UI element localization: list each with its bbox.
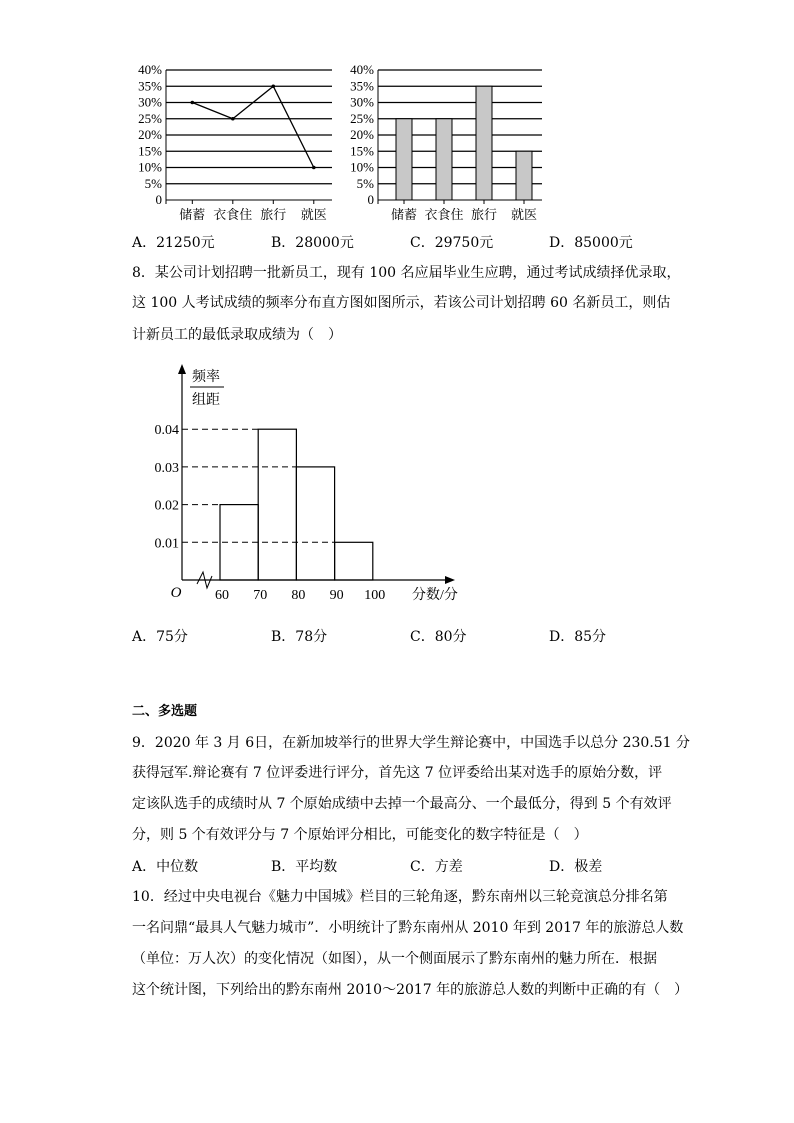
q9-option-a[interactable]: A．中位数 (132, 859, 199, 875)
y-tick-label: 15% (350, 143, 374, 159)
bar (436, 119, 452, 200)
y-tick-label: 0.01 (154, 536, 179, 552)
histogram-bar (335, 542, 373, 580)
x-tick-label: 旅行 (260, 207, 287, 222)
data-point (191, 101, 195, 105)
x-tick-label: 衣食住 (424, 207, 464, 222)
q10-text-line: 一名问鼎“最具人气魅力城市”．小明统计了黔东南州从 2010 年到 2017 年的旅游总人数 (132, 920, 684, 936)
x-tick-label: 70 (253, 588, 268, 603)
y-tick-label: 0 (155, 192, 162, 207)
x-tick-label: 衣食住 (213, 207, 253, 222)
q8-option-d[interactable]: D．85分 (549, 629, 607, 645)
y-tick-label: 0.02 (154, 498, 179, 514)
q8-text-line: 这 100 人考试成绩的频率分布直方图如图所示，若该公司计划招聘 60 名新员工，则估 (132, 295, 671, 311)
y-tick-label: 20% (350, 127, 374, 142)
q8-option-b[interactable]: B．78分 (271, 629, 328, 645)
q9-option-c[interactable]: C．方差 (410, 859, 463, 875)
y-tick-label: 15% (138, 143, 162, 159)
q9-option-b[interactable]: B．平均数 (271, 859, 338, 875)
q9-text-line: 分，则 5 个有效评分与 7 个原始评分相比，可能变化的数字特征是（ ） (132, 827, 588, 843)
x-tick-label: 就医 (300, 207, 327, 222)
q8-option-c[interactable]: C．80分 (410, 629, 467, 645)
q7-option-c[interactable]: C．29750元 (410, 235, 494, 251)
x-tick-label: 储蓄 (179, 207, 206, 222)
y-tick-label: 0.03 (154, 460, 179, 476)
histogram-bar (296, 467, 334, 580)
y-tick-label: 5% (356, 175, 374, 191)
y-axis-arrow-icon (178, 364, 186, 374)
y-tick-label: 10% (350, 159, 374, 175)
q9-text-line: 9．2020 年 3 月 6日，在新加坡举行的世界大学生辩论赛中，中国选手以总分 230.51 分 (132, 735, 691, 751)
q9-text-line: 获得冠军.辩论赛有 7 位评委进行评分，首先这 7 位评委给出某对选手的原始分数，评 (132, 765, 663, 781)
q8-option-a[interactable]: A．75分 (132, 629, 188, 645)
y-tick-label: 40% (350, 62, 374, 77)
x-tick-label: 旅行 (470, 207, 498, 222)
data-point (271, 84, 275, 88)
y-tick-label: 30% (350, 94, 374, 110)
q10-text-line: 10．经过中央电视台《魅力中国城》栏目的三轮角逐，黔东南州以三轮竞演总分排名第 (132, 889, 668, 905)
data-point (231, 117, 235, 121)
x-axis-label: 分数/分 (412, 588, 458, 603)
bar (476, 86, 492, 200)
bar (396, 119, 412, 200)
y-tick-label: 25% (350, 110, 374, 126)
y-label-numerator: 频率 (192, 370, 220, 385)
q8-text-line: 8．某公司计划招聘一批新员工，现有 100 名应届毕业生应聘，通过考试成绩择优录取， (132, 265, 681, 281)
y-label-denominator: 组距 (192, 393, 220, 408)
q9-text-line: 定该队选手的成绩时从 7 个原始成绩中去掉一个最高分、一个最低分，得到 5 个有效评 (132, 796, 672, 812)
data-line (192, 86, 313, 167)
q7-option-a[interactable]: A．21250元 (132, 235, 215, 251)
y-tick-label: 35% (138, 78, 162, 94)
x-tick-label: 60 (215, 588, 229, 603)
y-tick-label: 20% (138, 127, 162, 142)
q7-option-d[interactable]: D．85000元 (549, 235, 633, 251)
origin-label: O (170, 585, 182, 601)
y-tick-label: 35% (350, 78, 374, 94)
x-tick-label: 90 (329, 588, 344, 603)
x-axis-arrow-icon (445, 576, 455, 584)
y-tick-label: 0 (367, 192, 374, 207)
y-tick-label: 30% (138, 94, 162, 110)
q8-text-line: 计新员工的最低录取成绩为（ ） (132, 327, 342, 343)
y-tick-label: 10% (138, 159, 162, 175)
data-point (312, 166, 316, 170)
histogram-bar (258, 429, 296, 580)
bar (516, 151, 532, 200)
q10-text-line: 这个统计图，下列给出的黔东南州 2010～2017 年的旅游总人数的判断中正确的有（ ） (132, 982, 689, 998)
section-heading: 二、多选题 (132, 704, 198, 719)
q7-option-b[interactable]: B．28000元 (271, 235, 354, 251)
q10-text-line: （单位：万人次）的变化情况（如图），从一个侧面展示了黔东南州的魅力所在．根据 (132, 951, 657, 967)
y-tick-label: 0.04 (154, 423, 179, 439)
x-tick-label: 80 (291, 588, 306, 603)
y-tick-label: 25% (138, 110, 162, 126)
y-tick-label: 5% (144, 175, 162, 191)
x-tick-label: 100 (364, 588, 386, 603)
x-tick-label: 就医 (510, 207, 538, 222)
x-tick-label: 储蓄 (390, 207, 418, 222)
y-tick-label: 40% (138, 62, 162, 77)
q9-option-d[interactable]: D．极差 (549, 859, 603, 875)
